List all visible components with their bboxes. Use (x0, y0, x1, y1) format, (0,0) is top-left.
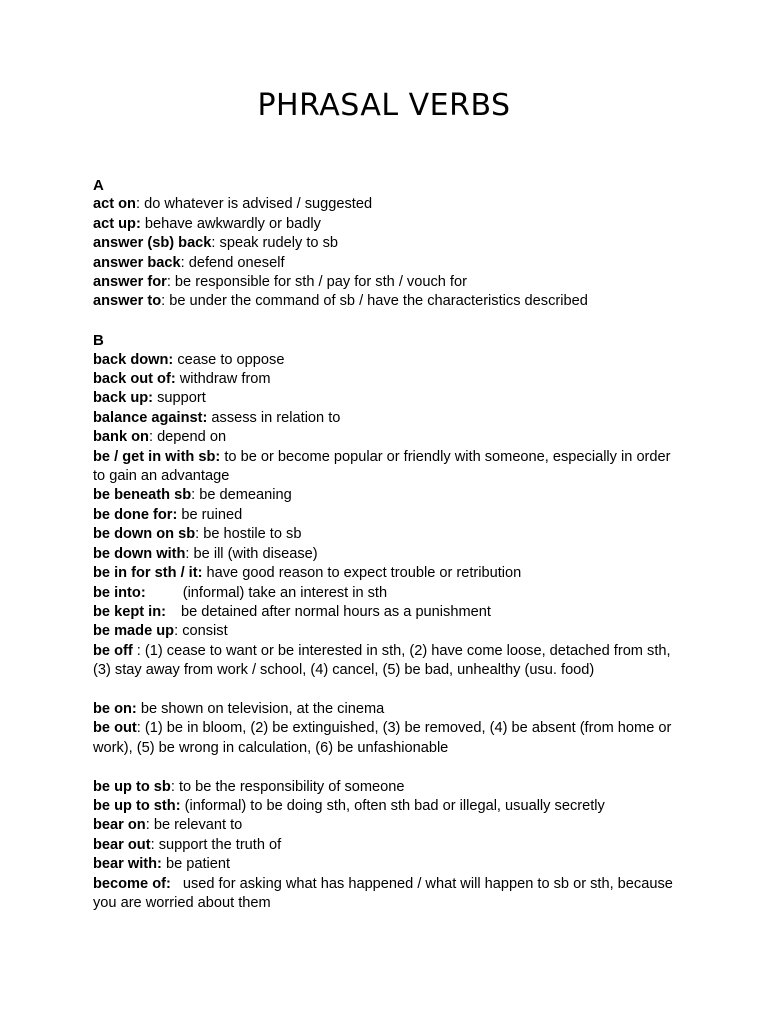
entry-term: bear out (93, 836, 151, 853)
entry-definition: support (153, 390, 206, 407)
entry-definition: be patient (161, 856, 231, 873)
entry-separator: : (185, 545, 190, 562)
entry-term: act on (93, 196, 136, 213)
entry-term: be off (93, 642, 133, 659)
glossary-entry (93, 778, 683, 797)
entry-term: answer back (93, 254, 181, 271)
glossary-entry (93, 428, 683, 447)
entry-term: balance against: (93, 409, 208, 426)
glossary-entry (93, 215, 683, 234)
entry-separator: : (148, 429, 154, 446)
entry-term: bear with: (93, 856, 162, 873)
entry-term: back down: (93, 351, 174, 368)
entry-separator: : (136, 720, 141, 737)
entry-term: be up to sb (93, 778, 171, 795)
entry-definition: assess in relation to (207, 409, 341, 426)
entry-definition: consist (178, 623, 228, 640)
glossary-entry (93, 564, 683, 583)
entry-list (93, 195, 683, 311)
glossary-entry (93, 836, 683, 855)
entry-term: be kept in: (93, 603, 166, 620)
entry-definition: speak rudely to sb (215, 235, 338, 252)
entry-list (93, 351, 683, 681)
entry-definition: (informal) take an interest in sth (182, 584, 388, 601)
entry-list (93, 700, 683, 758)
entry-term: be out (93, 720, 137, 737)
entry-definition: (informal) to be doing sth, often sth bad or illegal, usually secretly (180, 797, 605, 814)
entry-term: be / get in with sb: (93, 448, 221, 465)
entry-separator: : (191, 487, 196, 504)
glossary-entry (93, 254, 683, 273)
entry-definition: withdraw from (175, 371, 271, 388)
entry-separator: : (166, 274, 171, 291)
entry-term: be into: (93, 584, 146, 601)
entry-definition: be ruined (177, 506, 243, 523)
entry-separator: : (170, 778, 175, 795)
glossary-entry (93, 816, 683, 835)
entry-term: be down with (93, 545, 186, 562)
entry-separator: : (174, 623, 179, 640)
glossary-entry (93, 448, 683, 487)
entry-list (93, 778, 683, 914)
entry-separator: : (211, 235, 216, 252)
entry-definition: defend oneself (184, 254, 285, 271)
glossary-entry (93, 642, 683, 681)
entry-term: be done for: (93, 506, 178, 523)
glossary-entry (93, 389, 683, 408)
entry-term: answer for (93, 274, 167, 291)
glossary-entry (93, 486, 683, 505)
glossary-entry (93, 506, 683, 525)
glossary-entry (93, 273, 683, 292)
glossary-entry (93, 875, 683, 914)
page-title: PHRASAL VERBS (257, 88, 511, 123)
section-a (93, 176, 683, 312)
paragraph-gap (93, 758, 683, 777)
entry-term: be beneath sb (93, 487, 192, 504)
entry-separator: : (145, 817, 150, 834)
entry-term: bank on (93, 429, 149, 446)
glossary-entry (93, 622, 683, 641)
entry-term: be in for sth / it: (93, 565, 203, 582)
entry-definition: do whatever is advised / suggested (140, 196, 373, 213)
entry-definition: (1) cease to want or be interested in sth, (2) have come loose, detached from sth, (3) stay away from work / school, (4) cancel, (5) be bad, unhealthy (usu. food) (93, 642, 671, 679)
entry-definition: be shown on television, at the cinema (136, 700, 385, 717)
entry-term: be up to sth: (93, 797, 181, 814)
glossary-entry (93, 525, 683, 544)
entry-definition: behave awkwardly or badly (140, 215, 321, 232)
glossary-entry (93, 855, 683, 874)
entry-definition: be responsible for sth / pay for sth / vouch for (170, 274, 467, 291)
glossary-entry (93, 545, 683, 564)
entry-separator: : (180, 254, 185, 271)
entry-term: be on: (93, 700, 137, 717)
entry-definition: be under the command of sb / have the characteristics described (165, 293, 588, 310)
section-letter: A (93, 177, 104, 194)
glossary-entry (93, 409, 683, 428)
entry-term: act up: (93, 215, 141, 232)
glossary-entry (93, 700, 683, 719)
entry-definition: have good reason to expect trouble or retribution (202, 565, 522, 582)
paragraph-gap (93, 681, 683, 700)
section-b (93, 331, 683, 913)
entry-definition: used for asking what has happened / what will happen to sb or sth, because you are worried about them (93, 875, 673, 911)
entry-definition: depend on (153, 429, 227, 446)
entry-separator: : (161, 293, 166, 310)
entry-term: be made up (93, 623, 175, 640)
entry-term: bear on (93, 817, 146, 834)
glossary-entry (93, 195, 683, 214)
entry-definition: to be the responsibility of someone (174, 778, 405, 795)
entry-term: back out of: (93, 371, 176, 388)
entry-definition: be ill (with disease) (189, 545, 318, 562)
entry-definition: support the truth of (154, 836, 282, 853)
entry-separator: : (132, 642, 141, 659)
entry-separator: : (195, 526, 200, 543)
entry-definition: be detained after normal hours as a punishment (180, 603, 491, 620)
entry-definition: (1) be in bloom, (2) be extinguished, (3) be removed, (4) be absent (from home or work), (5) be wrong in calculation, (6) be unfashionable (93, 720, 672, 756)
entry-definition: cease to oppose (173, 351, 285, 368)
entry-definition: to be or become popular or friendly with someone, especially in order to gain an advantage (93, 448, 671, 485)
glossary-entry (93, 797, 683, 816)
glossary-entry (93, 370, 683, 389)
glossary-entry (93, 584, 683, 603)
entry-separator: : (135, 196, 141, 213)
glossary-entry (93, 603, 683, 622)
glossary-entry (93, 234, 683, 253)
entry-term: answer (sb) back (93, 235, 212, 252)
entry-term: back up: (93, 390, 154, 407)
glossary-entry (93, 719, 683, 758)
section-letter: B (93, 332, 104, 350)
entry-definition: be demeaning (195, 487, 292, 504)
entry-term: answer to (93, 293, 162, 310)
glossary-entry (93, 351, 683, 370)
entry-term: be down on sb (93, 526, 196, 543)
document-content (93, 176, 683, 913)
entry-separator: : (150, 836, 155, 853)
entry-definition: be relevant to (149, 817, 243, 834)
entry-term: become of: (93, 875, 171, 892)
glossary-entry (93, 292, 683, 311)
entry-definition: be hostile to sb (199, 526, 302, 543)
